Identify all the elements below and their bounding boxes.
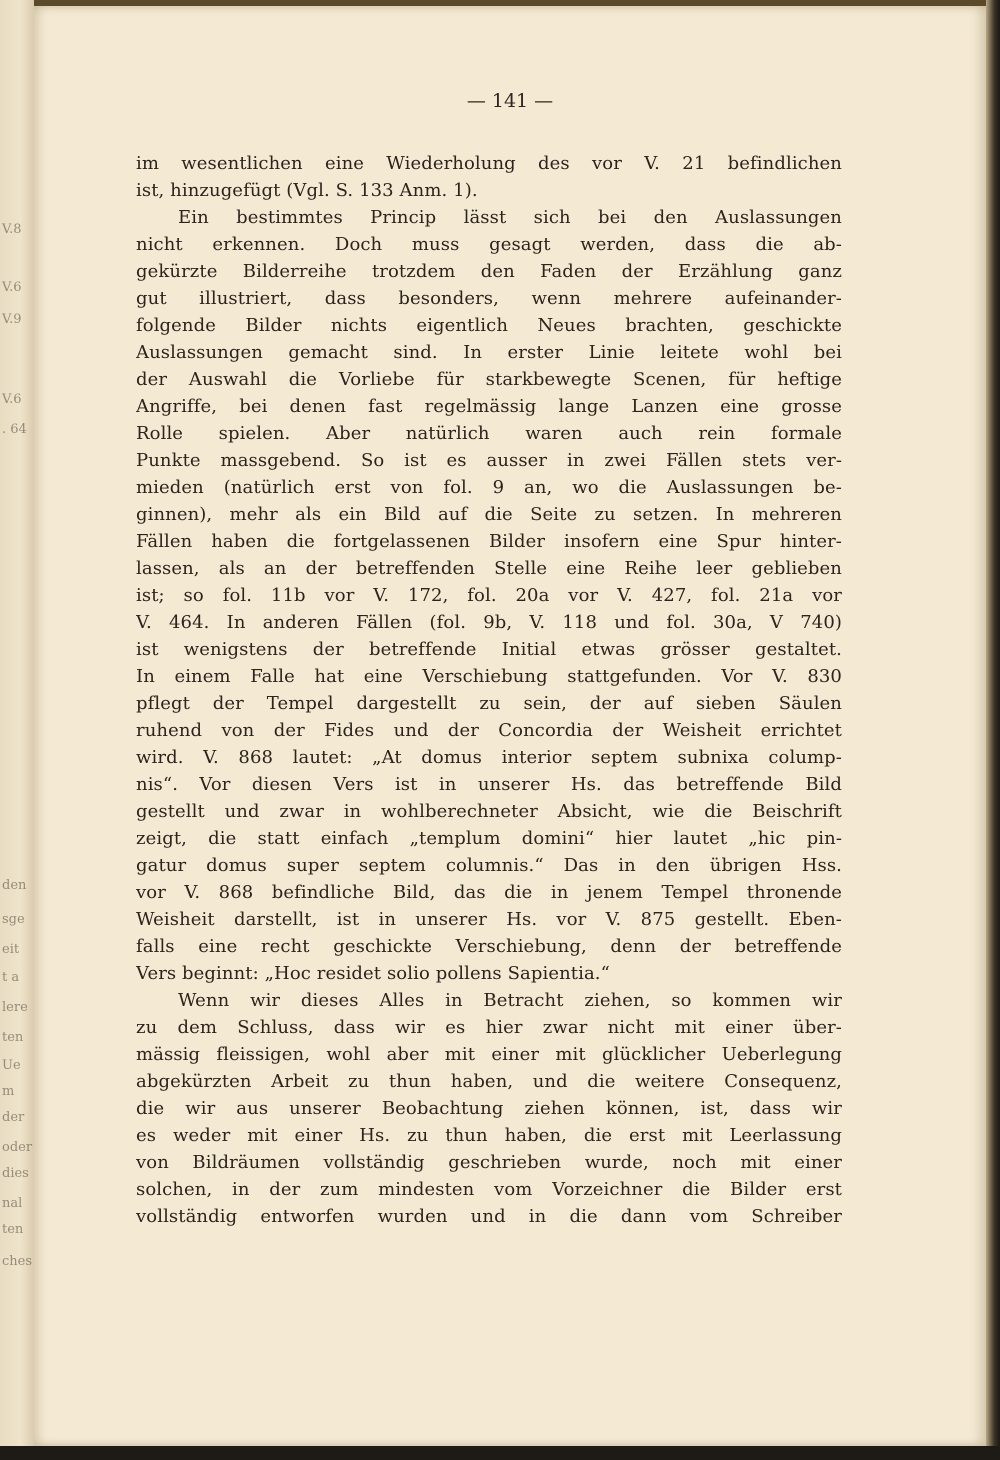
book-bottom-edge	[0, 1446, 1000, 1460]
text-line: mässig fleissigen, wohl aber mit einer mit glücklicher Ueberlegung	[136, 1044, 842, 1065]
text-line: von Bildräumen vollständig geschrieben wurde, noch mit einer	[136, 1152, 842, 1173]
text-line: gut illustriert, dass besonders, wenn mehrere aufeinander-	[136, 288, 842, 309]
text-line: vollständig entworfen wurden und in die dann vom Schreiber	[136, 1206, 842, 1227]
facing-page-text-fragment: lere	[2, 1000, 28, 1015]
text-line: Vers beginnt: „Hoc residet solio pollens Sapientia.“	[136, 963, 610, 984]
book-page	[34, 6, 986, 1446]
body-text	[136, 150, 842, 1230]
text-line: Wenn wir dieses Alles in Betracht ziehen, so kommen wir	[178, 990, 842, 1011]
text-line: es weder mit einer Hs. zu thun haben, die erst mit Leerlassung	[136, 1125, 842, 1146]
page-number: — 141 —	[466, 90, 554, 112]
text-line: ist; so fol. 11b vor V. 172, fol. 20a vor V. 427, fol. 21a vor	[136, 585, 842, 606]
text-line: lassen, als an der betreffenden Stelle eine Reihe leer geblieben	[136, 558, 842, 579]
facing-page-text-fragment: ches	[2, 1254, 33, 1269]
text-line: Angriffe, bei denen fast regelmässig lange Lanzen eine grosse	[136, 396, 842, 417]
text-line: nicht erkennen. Doch muss gesagt werden, dass die ab-	[136, 234, 842, 255]
text-line: ginnen), mehr als ein Bild auf die Seite zu setzen. In mehreren	[136, 504, 842, 525]
text-line: im wesentlichen eine Wiederholung des vor V. 21 befindlichen	[136, 153, 842, 174]
facing-page-text-fragment: ten	[2, 1222, 24, 1237]
facing-page-text-fragment: oder	[2, 1140, 33, 1155]
text-line: Rolle spielen. Aber natürlich waren auch rein formale	[136, 423, 842, 444]
text-line: solchen, in der zum mindesten vom Vorzeichner die Bilder erst	[136, 1179, 842, 1200]
text-line: nis“. Vor diesen Vers ist in unserer Hs. das betreffende Bild	[136, 774, 842, 795]
text-line: der Auswahl die Vorliebe für starkbewegte Scenen, für heftige	[136, 369, 842, 390]
text-line: gestellt und zwar in wohlberechneter Absicht, wie die Beischrift	[136, 801, 842, 822]
text-line: wird. V. 868 lautet: „At domus interior septem subnixa colump-	[136, 747, 842, 768]
text-line: folgende Bilder nichts eigentlich Neues brachten, geschickte	[136, 315, 842, 336]
facing-page-text-fragment: V.8	[2, 222, 22, 237]
book-binding-edge	[986, 0, 1000, 1460]
text-line: Weisheit darstellt, ist in unserer Hs. vor V. 875 gestellt. Eben-	[136, 909, 842, 930]
text-line: falls eine recht geschickte Verschiebung, denn der betreffende	[136, 936, 842, 957]
text-line: Auslassungen gemacht sind. In erster Linie leitete wohl bei	[136, 342, 842, 363]
facing-page-text-fragment: V.6	[2, 280, 22, 295]
facing-page-text-fragment: sge	[2, 912, 25, 927]
text-line: mieden (natürlich erst von fol. 9 an, wo die Auslassungen be-	[136, 477, 842, 498]
facing-page-strip	[0, 0, 34, 1460]
facing-page-text-fragment: nal	[2, 1196, 23, 1211]
facing-page-text-fragment: t a	[2, 970, 20, 985]
text-line: vor V. 868 befindliche Bild, das die in jenem Tempel thronende	[136, 882, 842, 903]
text-line: ist, hinzugefügt (Vgl. S. 133 Anm. 1).	[136, 180, 478, 201]
text-line: zu dem Schluss, dass wir es hier zwar nicht mit einer über-	[136, 1017, 842, 1038]
text-line: ist wenigstens der betreffende Initial etwas grösser gestaltet.	[136, 639, 842, 660]
text-line: In einem Falle hat eine Verschiebung stattgefunden. Vor V. 830	[136, 666, 842, 687]
text-line: Fällen haben die fortgelassenen Bilder insofern eine Spur hinter-	[136, 531, 842, 552]
facing-page-text-fragment: eit	[2, 942, 20, 957]
facing-page-text-fragment: dies	[2, 1166, 29, 1181]
facing-page-text-fragment: Ue	[2, 1058, 21, 1073]
facing-page-text-fragment: m	[2, 1084, 15, 1099]
text-line: zeigt, die statt einfach „templum domini“ hier lautet „hic pin-	[136, 828, 842, 849]
text-line: pflegt der Tempel dargestellt zu sein, der auf sieben Säulen	[136, 693, 842, 714]
facing-page-text-fragment: den	[2, 878, 27, 893]
text-line: ruhend von der Fides und der Concordia der Weisheit errichtet	[136, 720, 842, 741]
text-line: Ein bestimmtes Princip lässt sich bei den Auslassungen	[178, 207, 842, 228]
facing-page-text-fragment: . 64	[2, 422, 27, 437]
facing-page-text-fragment: V.6	[2, 392, 22, 407]
text-line: gekürzte Bilderreihe trotzdem den Faden der Erzählung ganz	[136, 261, 842, 282]
text-line: die wir aus unserer Beobachtung ziehen können, ist, dass wir	[136, 1098, 842, 1119]
text-line: V. 464. In anderen Fällen (fol. 9b, V. 118 und fol. 30a, V 740)	[136, 612, 842, 633]
text-line: abgekürzten Arbeit zu thun haben, und die weitere Consequenz,	[136, 1071, 842, 1092]
text-line: gatur domus super septem columnis.“ Das in den übrigen Hss.	[136, 855, 842, 876]
facing-page-text-fragment: der	[2, 1110, 25, 1125]
text-line: Punkte massgebend. So ist es ausser in zwei Fällen stets ver-	[136, 450, 842, 471]
facing-page-text-fragment: ten	[2, 1030, 24, 1045]
facing-page-text-fragment: V.9	[2, 312, 22, 327]
